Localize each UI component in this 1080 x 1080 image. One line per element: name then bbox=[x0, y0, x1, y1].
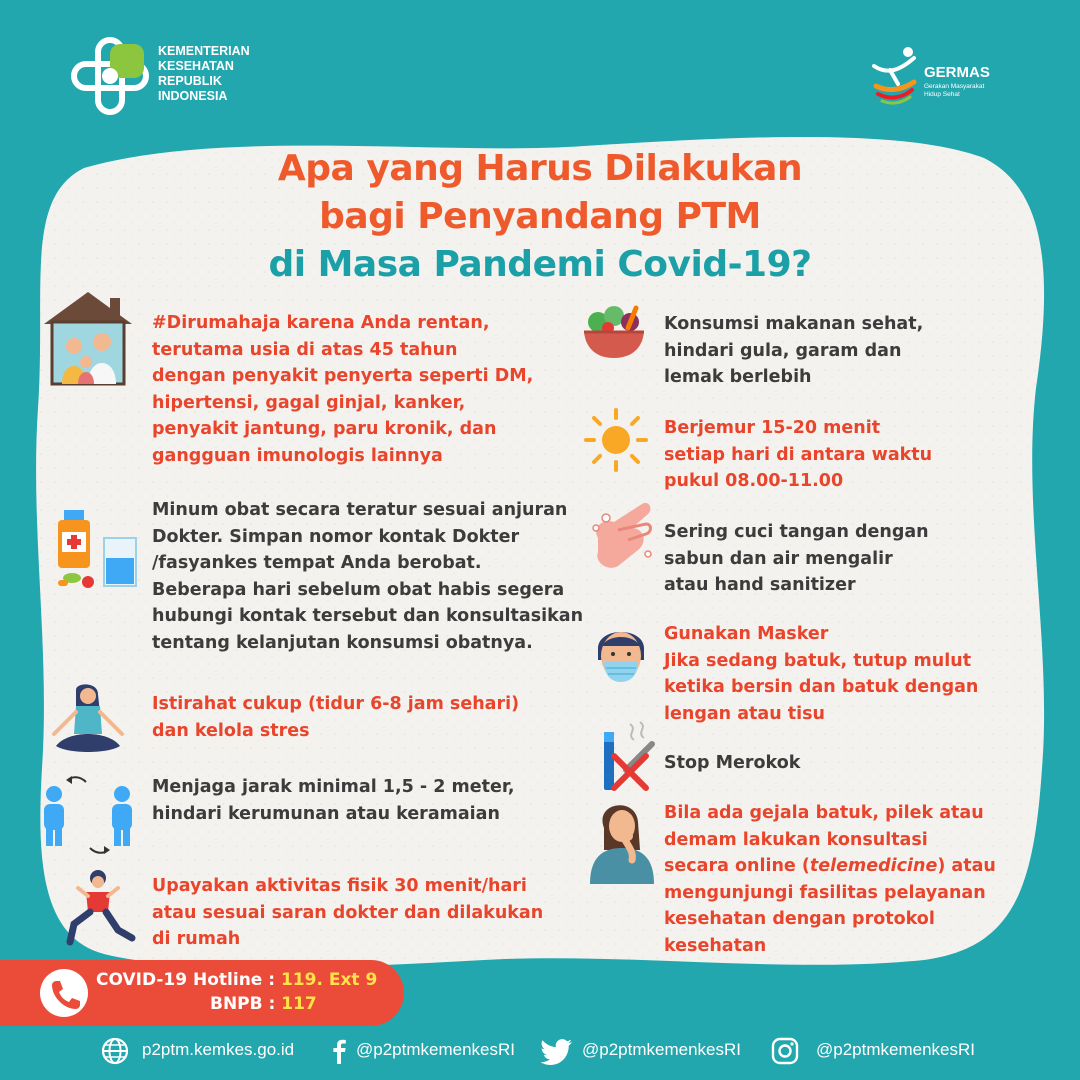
tip-line: atau hand sanitizer bbox=[664, 575, 856, 595]
tip-text: Bila ada gejala batuk, pilek atau bbox=[664, 803, 984, 823]
ministry-line: KESEHATAN bbox=[158, 59, 234, 73]
globe-icon bbox=[100, 1036, 130, 1066]
tip-line: hindari gula, garam dan bbox=[664, 340, 902, 361]
tip-line: setiap hari di antara waktu bbox=[664, 444, 933, 465]
tip-line: hipertensi, gagal ginjal, kanker, bbox=[152, 392, 466, 413]
salad-bowl-icon bbox=[580, 304, 648, 360]
facebook-icon bbox=[324, 1036, 354, 1066]
tip-line: tentang kelanjutan konsumsi obatnya. bbox=[152, 632, 533, 653]
ministry-logo-icon bbox=[70, 36, 150, 116]
tip-line: gangguan imunologis lainnya bbox=[152, 445, 443, 466]
tip-line: Beberapa hari sebelum obat habis segera bbox=[152, 579, 565, 600]
tip-distancing bbox=[152, 774, 515, 827]
ministry-line: INDONESIA bbox=[158, 89, 228, 103]
tip-line: #Dirumahaja karena Anda rentan, bbox=[152, 313, 490, 333]
hotline-line-1 bbox=[96, 968, 377, 992]
tip-medicine bbox=[152, 497, 583, 656]
tip-line: di rumah bbox=[152, 929, 241, 949]
tip-text: kesehatan dengan protokol bbox=[664, 909, 935, 929]
medicine-icon bbox=[50, 508, 140, 592]
tip-line: Istirahat cukup (tidur 6-8 jam sehari) bbox=[152, 694, 520, 714]
tip-line: Konsumsi makanan sehat, bbox=[664, 314, 924, 334]
tip-line: lengan atau tisu bbox=[664, 703, 825, 724]
bnpb-label: BNPB : bbox=[210, 994, 282, 1014]
exercise-icon bbox=[62, 868, 136, 948]
tip-line: atau sesuai saran dokter dan dilakukan bbox=[152, 902, 544, 923]
tip-line bbox=[664, 933, 996, 960]
tip-rest bbox=[152, 691, 519, 744]
tip-line bbox=[664, 853, 996, 880]
title-line-1: Apa yang Harus Dilakukan bbox=[277, 148, 803, 189]
tip-mask bbox=[664, 621, 978, 727]
tip-line bbox=[664, 880, 996, 907]
ministry-line: KEMENTERIAN bbox=[158, 44, 250, 58]
tip-line: terutama usia di atas 45 tahun bbox=[152, 339, 458, 360]
sun-icon bbox=[584, 408, 648, 472]
house-family-icon bbox=[40, 290, 136, 386]
tip-hand-wash bbox=[664, 519, 929, 599]
tip-telemedicine bbox=[664, 800, 996, 959]
germas-name: GERMAS bbox=[924, 64, 990, 81]
title-line-2: bagi Penyandang PTM bbox=[319, 196, 761, 237]
germas-tagline: Gerakan Masyarakat Hidup Sehat bbox=[924, 83, 985, 98]
tip-line: dan kelola stres bbox=[152, 720, 310, 741]
coughing-woman-icon bbox=[584, 798, 656, 884]
twitter-icon bbox=[540, 1036, 574, 1066]
distancing-icon bbox=[36, 772, 140, 858]
hotline-number[interactable]: 119. Ext 9 bbox=[280, 970, 378, 990]
tip-text-italic: telemedicine bbox=[809, 856, 938, 876]
mask-icon bbox=[594, 620, 648, 686]
ministry-line: REPUBLIK bbox=[158, 74, 222, 88]
tip-line: Upayakan aktivitas fisik 30 menit/hari bbox=[152, 876, 527, 896]
tip-line: /fasyankes tempat Anda berobat. bbox=[152, 553, 482, 573]
no-smoking-icon bbox=[600, 720, 656, 794]
tip-line: hindari kerumunan atau keramaian bbox=[152, 803, 500, 824]
tip-line: Jika sedang batuk, tutup mulut bbox=[664, 650, 972, 671]
tip-line: Menjaga jarak minimal 1,5 - 2 meter, bbox=[152, 777, 515, 797]
tip-line: sabun dan air mengalir bbox=[664, 548, 893, 569]
tip-line: Berjemur 15-20 menit bbox=[664, 418, 881, 438]
tip-line bbox=[664, 800, 996, 827]
tip-line: penyakit jantung, paru kronik, dan bbox=[152, 419, 497, 439]
tip-line bbox=[664, 906, 996, 933]
tip-line: lemak berlebih bbox=[664, 367, 812, 387]
tip-healthy-food bbox=[664, 311, 923, 391]
hotline-label: COVID-19 Hotline : bbox=[96, 970, 281, 990]
tip-text: ) atau bbox=[937, 856, 996, 876]
title-line-3: di Masa Pandemi Covid-19? bbox=[268, 244, 812, 285]
hotline-phone-button[interactable] bbox=[40, 969, 88, 1017]
tip-line: Sering cuci tangan dengan bbox=[664, 522, 929, 542]
tip-stay-home bbox=[152, 310, 533, 469]
hotline-line-2 bbox=[96, 992, 377, 1016]
meditation-icon bbox=[48, 684, 128, 756]
tip-text: kesehatan bbox=[664, 935, 767, 956]
germas-logo-icon bbox=[868, 44, 920, 106]
hotline-text bbox=[96, 968, 377, 1016]
tip-line: Gunakan Masker bbox=[664, 624, 829, 644]
footer-instagram[interactable]: @p2ptmkemenkesRI bbox=[816, 1040, 975, 1059]
tip-text: demam lakukan konsultasi bbox=[664, 829, 928, 850]
tip-stop-smoking: Stop Merokok bbox=[664, 753, 801, 773]
tip-text: secara online ( bbox=[664, 856, 810, 876]
footer-website[interactable]: p2ptm.kemkes.go.id bbox=[142, 1040, 295, 1059]
tip-line: pukul 08.00-11.00 bbox=[664, 471, 844, 491]
instagram-icon bbox=[770, 1036, 800, 1066]
hand-wash-icon bbox=[588, 498, 658, 572]
tip-line bbox=[664, 827, 996, 854]
phone-icon bbox=[40, 969, 88, 1017]
tip-line: hubungi kontak tersebut dan konsultasikan bbox=[152, 606, 584, 626]
footer-twitter[interactable]: @p2ptmkemenkesRI bbox=[582, 1040, 741, 1059]
tip-line: Dokter. Simpan nomor kontak Dokter bbox=[152, 526, 520, 547]
bnpb-number[interactable]: 117 bbox=[281, 994, 317, 1014]
tip-line: dengan penyakit penyerta seperti DM, bbox=[152, 366, 534, 386]
footer-facebook[interactable]: @p2ptmkemenkesRI bbox=[356, 1040, 515, 1059]
tip-text: mengunjungi fasilitas pelayanan bbox=[664, 882, 986, 903]
tip-sunbathe bbox=[664, 415, 932, 495]
tip-exercise bbox=[152, 873, 543, 953]
tip-line: ketika bersin dan batuk dengan bbox=[664, 677, 979, 697]
ministry-name bbox=[158, 44, 250, 104]
tip-line: Minum obat secara teratur sesuai anjuran bbox=[152, 500, 568, 520]
